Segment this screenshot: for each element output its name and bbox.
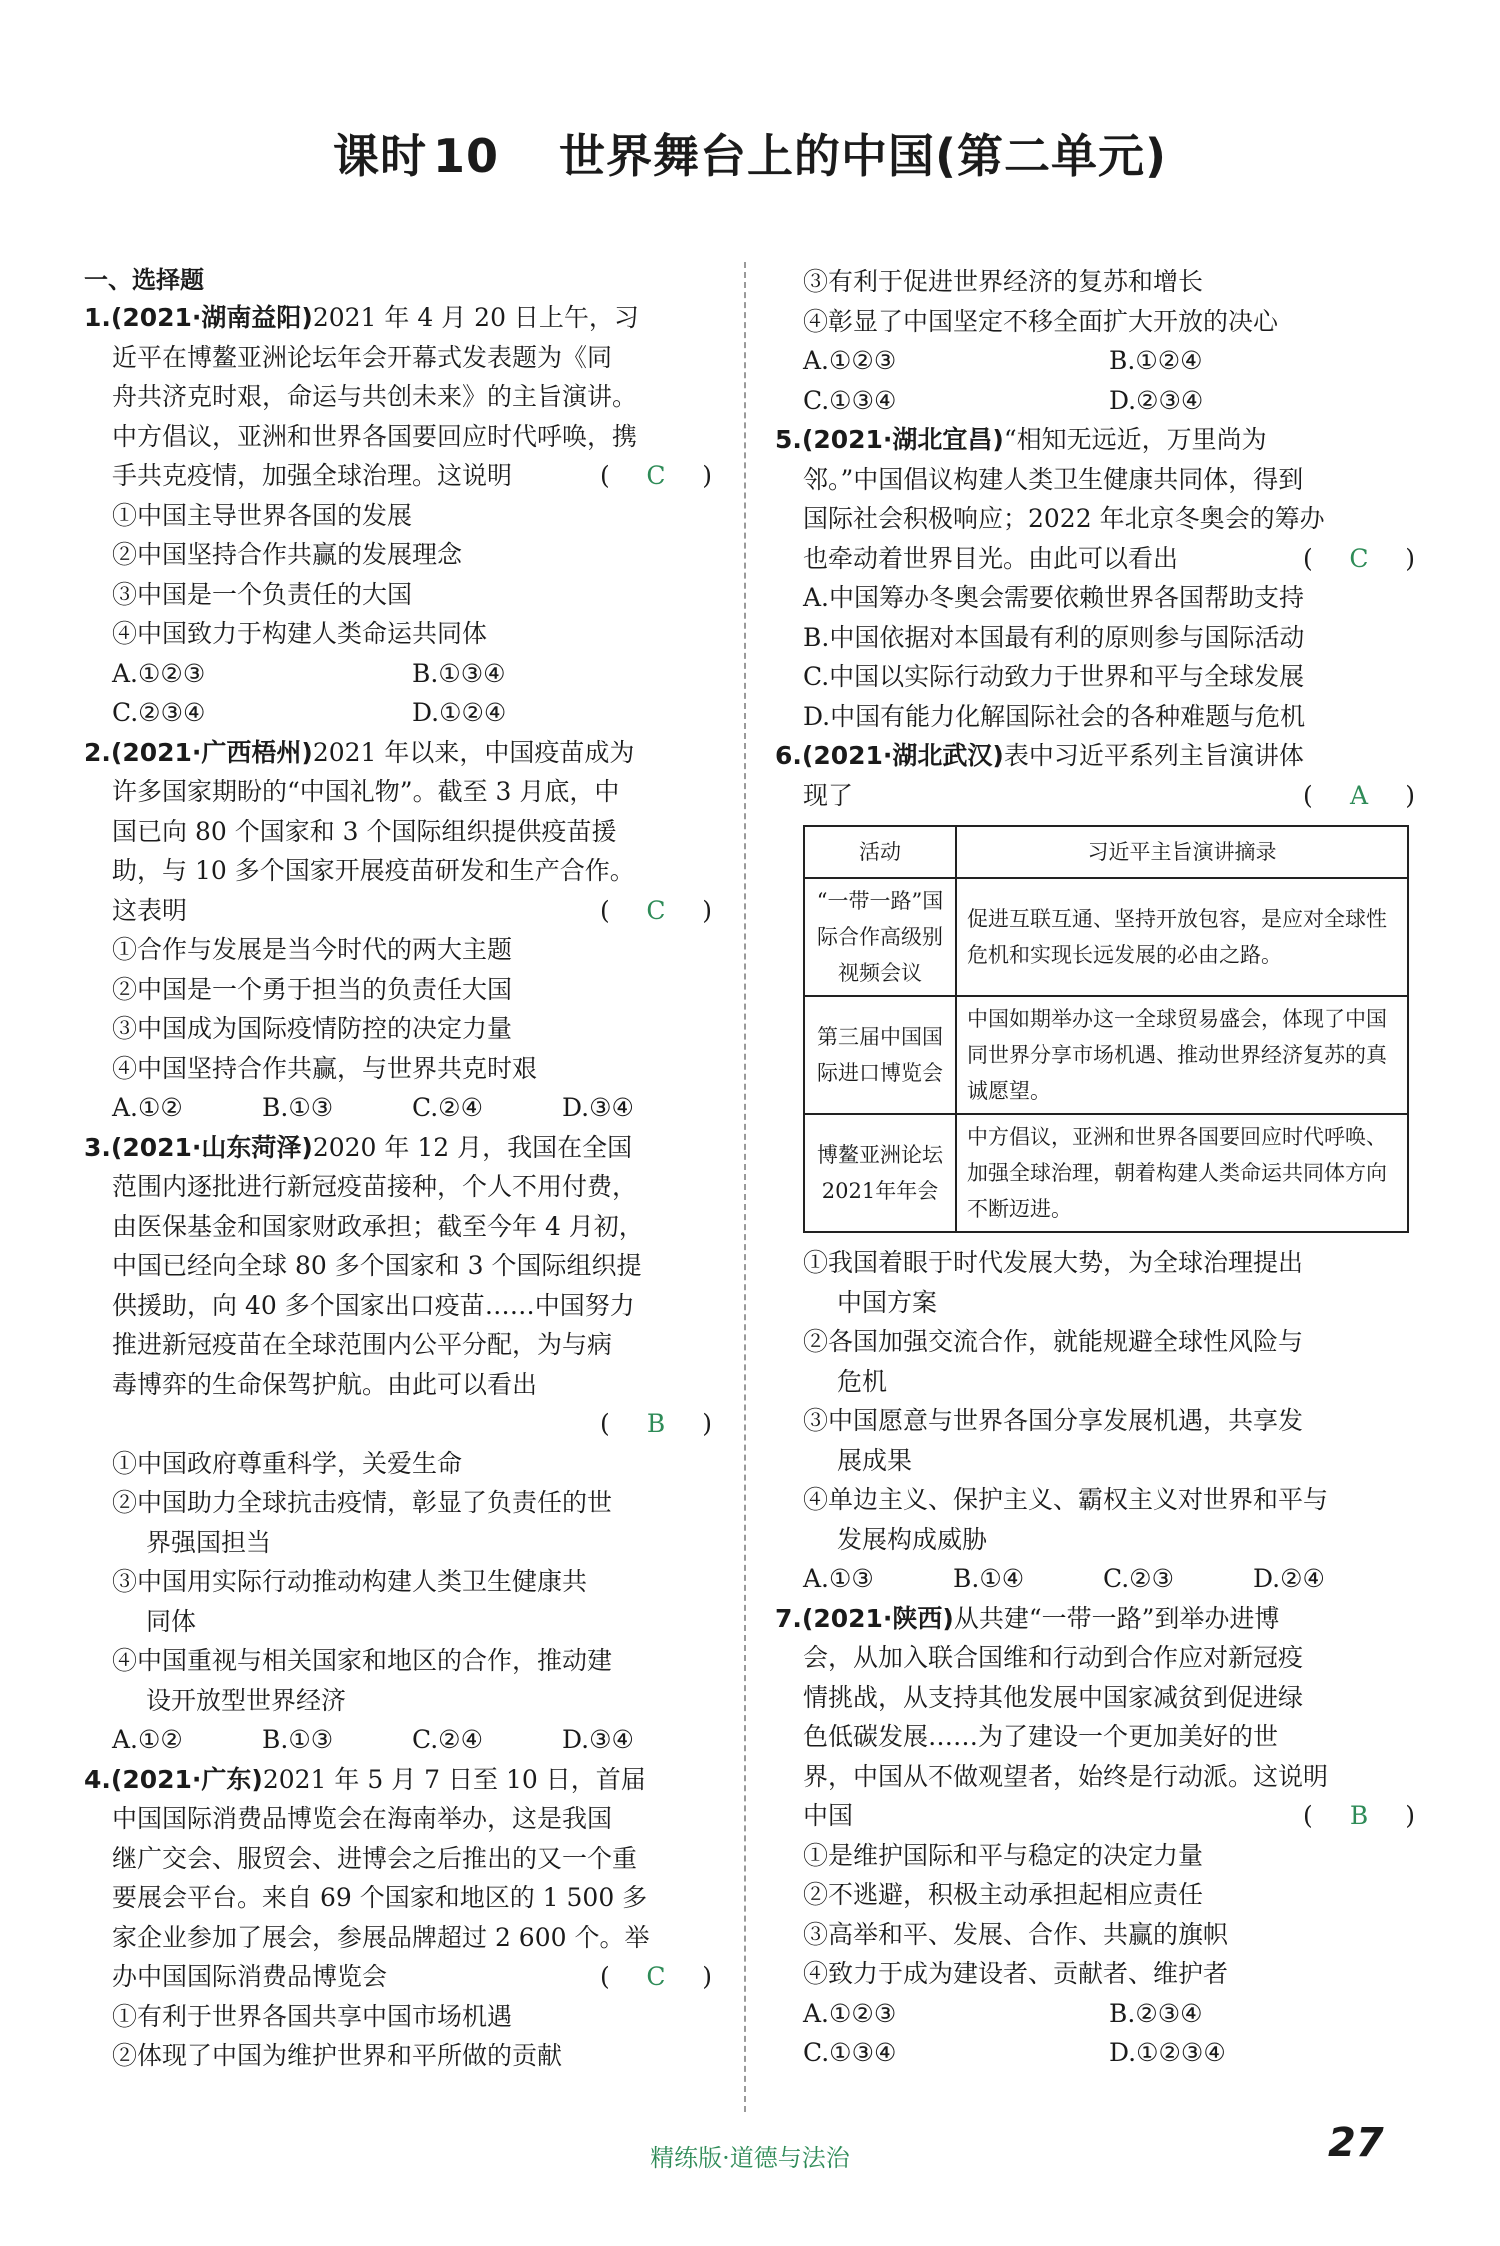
question-source: (2021·广西梧州) [110,737,313,767]
question-1 [84,298,712,733]
choice: B.①③ [262,1725,334,1754]
stem-line: 中国 [803,1801,854,1830]
stem-line: 2021 年以来，中国疫苗成为 [312,737,635,767]
stem-line: 表中习近平系列主旨演讲体 [1003,741,1304,770]
answer-bracket: ( C ) [1303,539,1415,579]
table-cell-activity: 第三届中国国际进口博览会 [804,996,956,1114]
choice: C.①③④ [803,2038,897,2067]
question-number: 3. [84,1132,111,1162]
choice: D.①②④ [412,698,507,727]
question-2 [84,733,712,1128]
stem-line: 色低碳发展……为了建设一个更加美好的世 [803,1722,1279,1751]
stem-line: “相知无远近，万里尚为 [1003,425,1267,454]
question-number: 5. [775,425,802,454]
option-continuation: 危机 [837,1366,888,1396]
option: ②体现了中国为维护世界和平所做的贡献 [112,2041,563,2070]
answer-bracket: ( B ) [1303,1796,1415,1836]
choice-row [775,2033,1415,2073]
stem-line: 中国国际消费品博览会在海南举办，这是我国 [112,1804,613,1833]
choice: A.①③ [803,1564,874,1593]
lesson-number: 10 [432,129,499,183]
stem-line: 近平在博鳌亚洲论坛年会开幕式发表题为《同 [112,342,613,372]
question-source: (2021·广东) [110,1764,263,1794]
choice: A.①②③ [803,1998,897,2028]
stem-line: 国已向 80 个国家和 3 个国际组织提供疫苗援 [112,816,617,846]
option: ①中国主导世界各国的发展 [112,500,413,530]
option: ②各国加强交流合作，就能规避全球性风险与 [803,1327,1304,1356]
option-continuation: 发展构成威胁 [837,1524,988,1554]
option-continuation: 同体 [146,1606,197,1636]
question-number: 4. [84,1764,111,1794]
option: ①我国着眼于时代发展大势，为全球治理提出 [803,1248,1304,1277]
answer-letter: B [646,1409,666,1438]
question-source: (2021·陕西) [801,1603,954,1633]
option: ②不逃避，积极主动承担起相应责任 [803,1880,1204,1909]
option: ①是维护国际和平与稳定的决定力量 [803,1840,1204,1870]
option: ④中国重视与相关国家和地区的合作，推动建 [112,1646,613,1675]
option: ②中国坚持合作共赢的发展理念 [112,540,463,569]
option: ①有利于世界各国共享中国市场机遇 [112,2001,513,2031]
answer-bracket: ( A ) [1303,776,1415,816]
choice-row [84,654,712,694]
answer-letter: B [1349,1801,1369,1830]
option-continuation: 界强国担当 [146,1527,272,1557]
table-cell-activity: “一带一路”国际合作高级别视频会议 [804,878,956,996]
stem-line: 许多国家期盼的“中国礼物”。截至 3 月底，中 [112,777,620,806]
option-continuation: 设开放型世界经济 [146,1685,347,1715]
stem-line: 2021 年 4 月 20 日上午，习 [312,303,639,332]
option: ③中国愿意与世界各国分享发展机遇，共享发 [803,1406,1304,1435]
option: ③高举和平、发展、合作、共赢的旗帜 [803,1919,1229,1949]
choice: B.②③④ [1109,1998,1203,2028]
answer-bracket: ( B ) [600,1404,712,1444]
choice-row [775,381,1415,421]
choice-row [84,693,712,733]
choice: A.①② [112,1093,183,1122]
speech-table [803,825,1409,1233]
choice: C.②④ [412,1725,484,1754]
stem-line: 手共克疫情，加强全球治理。这说明 [112,461,513,490]
stem-line: 这表明 [112,895,188,925]
question-6 [775,736,1415,1599]
right-column [775,262,1415,2073]
choice: C.②③④ [112,698,206,727]
stem-line: 推进新冠疫苗在全球范围内公平分配，为与病 [112,1330,613,1359]
question-5 [775,420,1415,736]
stem-line: 现了 [803,780,854,810]
choice: D.③④ [562,1093,634,1122]
question-4 [84,1760,712,2076]
stem-line: 要展会平台。来自 69 个国家和地区的 1 500 多 [112,1883,648,1912]
stem-line: 办中国国际消费品博览会 [112,1962,388,1991]
choice: B.①②④ [1109,346,1203,375]
answer-letter: C [646,1962,666,1991]
choice: A.①②③ [803,346,897,375]
choice-row [775,1994,1415,2034]
stem-line: 舟共济克时艰，命运与共创未来》的主旨演讲。 [112,382,638,411]
page-number: 27 [1328,2120,1384,2166]
table-header-row [804,826,1408,878]
choice: D.①②③④ [1109,2038,1226,2067]
option-continuation: 中国方案 [837,1287,938,1317]
table-cell-activity: 博鳌亚洲论坛2021年年会 [804,1114,956,1232]
lesson-label: 课时 [332,129,427,183]
stem-line: 2020 年 12 月，我国在全国 [312,1132,633,1162]
stem-line: 也牵动着世界目光。由此可以看出 [803,543,1179,573]
stem-line: 从共建“一带一路”到举办进博 [953,1603,1280,1633]
choice: A.①② [112,1725,183,1754]
stem-line: 毒博弈的生命保驾护航。由此可以看出 [112,1369,538,1399]
stem-line: 助，与 10 多个国家开展疫苗研发和生产合作。 [112,856,635,885]
question-source: (2021·湖南益阳) [110,303,313,332]
table-row [804,996,1408,1114]
option: ④致力于成为建设者、贡献者、维护者 [803,1959,1229,1988]
option: ④中国致力于构建人类命运共同体 [112,619,488,648]
lesson-title: 世界舞台上的中国(第二单元) [558,129,1168,183]
table-cell-quote: 促进互联互通、坚持开放包容，是应对全球性危机和实现长远发展的必由之路。 [956,878,1408,996]
stem-line: 国际社会积极响应；2022 年北京冬奥会的筹办 [803,504,1325,533]
answer-bracket: ( C ) [600,891,712,931]
option-continuation: 展成果 [837,1445,913,1475]
stem-line: 中方倡议，亚洲和世界各国要回应时代呼唤，携 [112,421,638,451]
choice: D.③④ [562,1725,634,1754]
answer-bracket: ( C ) [600,1957,712,1997]
option: ②中国是一个勇于担当的负责任大国 [112,974,513,1004]
option: A.中国筹办冬奥会需要依赖世界各国帮助支持 [803,583,1305,612]
option: ④中国坚持合作共赢，与世界共克时艰 [112,1053,538,1083]
choice: C.②③ [1103,1564,1175,1593]
section-heading: 一、选择题 [84,266,204,294]
stem-line: 由医保基金和国家财政承担；截至今年 4 月初， [112,1211,644,1241]
option: ③中国是一个负责任的大国 [112,579,413,609]
stem-line: 供援助，向 40 多个国家出口疫苗……中国努力 [112,1290,635,1320]
option: ③中国用实际行动推动构建人类卫生健康共 [112,1567,588,1596]
option: B.中国依据对本国最有利的原则参与国际活动 [803,622,1305,652]
choice-row [84,1720,712,1760]
question-4-continued [775,262,1415,420]
choice: A.①②③ [112,658,206,688]
left-column [84,262,712,2076]
stem-line: 范围内逐批进行新冠疫苗接种，个人不用付费， [112,1172,638,1201]
answer-letter: C [646,895,666,925]
stem-line: 界，中国从不做观望者，始终是行动派。这说明 [803,1761,1329,1791]
option: D.中国有能力化解国际社会的各种难题与危机 [803,701,1306,731]
choice: B.①③④ [412,658,506,688]
table-cell-quote: 中方倡议，亚洲和世界各国要回应时代呼唤、加强全球治理，朝着构建人类命运共同体方向不断迈进。 [956,1114,1408,1232]
question-source: (2021·湖北武汉) [801,741,1004,770]
question-number: 7. [775,1603,802,1633]
table-header: 习近平主旨演讲摘录 [956,826,1408,878]
option: ④彰显了中国坚定不移全面扩大开放的决心 [803,306,1279,336]
page-title [0,120,1500,186]
option: ④单边主义、保护主义、霸权主义对世界和平与 [803,1485,1329,1514]
answer-letter: A [1349,780,1369,810]
question-number: 6. [775,741,802,770]
question-number: 2. [84,737,111,767]
option: C.中国以实际行动致力于世界和平与全球发展 [803,662,1305,691]
option: ②中国助力全球抗击疫情，彰显了负责任的世 [112,1488,613,1517]
stem-line: 家企业参加了展会，参展品牌超过 2 600 个。举 [112,1922,650,1952]
question-source: (2021·湖北宜昌) [801,425,1004,454]
column-divider [744,262,746,2112]
table-row [804,1114,1408,1232]
table-header: 活动 [804,826,956,878]
question-number: 1. [84,303,111,332]
answer-letter: C [646,461,666,490]
stem-line: 2021 年 5 月 7 日至 10 日，首届 [262,1764,646,1794]
choice: C.①③④ [803,385,897,415]
option: ①中国政府尊重科学，关爱生命 [112,1448,463,1478]
stem-line: 中国已经向全球 80 多个国家和 3 个国际组织提 [112,1251,642,1280]
choice: D.②③④ [1109,385,1204,415]
option: ③有利于促进世界经济的复苏和增长 [803,267,1204,296]
question-source: (2021·山东菏泽) [110,1132,313,1162]
option: ③中国成为国际疫情防控的决定力量 [112,1014,513,1043]
choice-row [775,1559,1415,1599]
footer-text: 精练版·道德与法治 [650,2144,850,2172]
stem-line: 会，从加入联合国维和行动到合作应对新冠疫 [803,1643,1304,1672]
table-cell-quote: 中国如期举办这一全球贸易盛会，体现了中国同世界分享市场机遇、推动世界经济复苏的真诚愿望。 [956,996,1408,1114]
choice: D.②④ [1253,1564,1325,1593]
answer-bracket: ( C ) [600,456,712,496]
stem-line: 情挑战，从支持其他发展中国家减贫到促进绿 [803,1682,1304,1712]
choice: B.①④ [953,1564,1025,1593]
stem-line: 继广交会、服贸会、进博会之后推出的又一个重 [112,1843,638,1873]
choice: C.②④ [412,1093,484,1122]
choice: B.①③ [262,1093,334,1122]
question-7 [775,1599,1415,2073]
question-3 [84,1128,712,1760]
choice-row [84,1088,712,1128]
stem-line: 邻。”中国倡议构建人类卫生健康共同体，得到 [803,464,1304,494]
table-row [804,878,1408,996]
choice-row [775,341,1415,381]
answer-letter: C [1349,543,1369,573]
option: ①合作与发展是当今时代的两大主题 [112,935,513,964]
